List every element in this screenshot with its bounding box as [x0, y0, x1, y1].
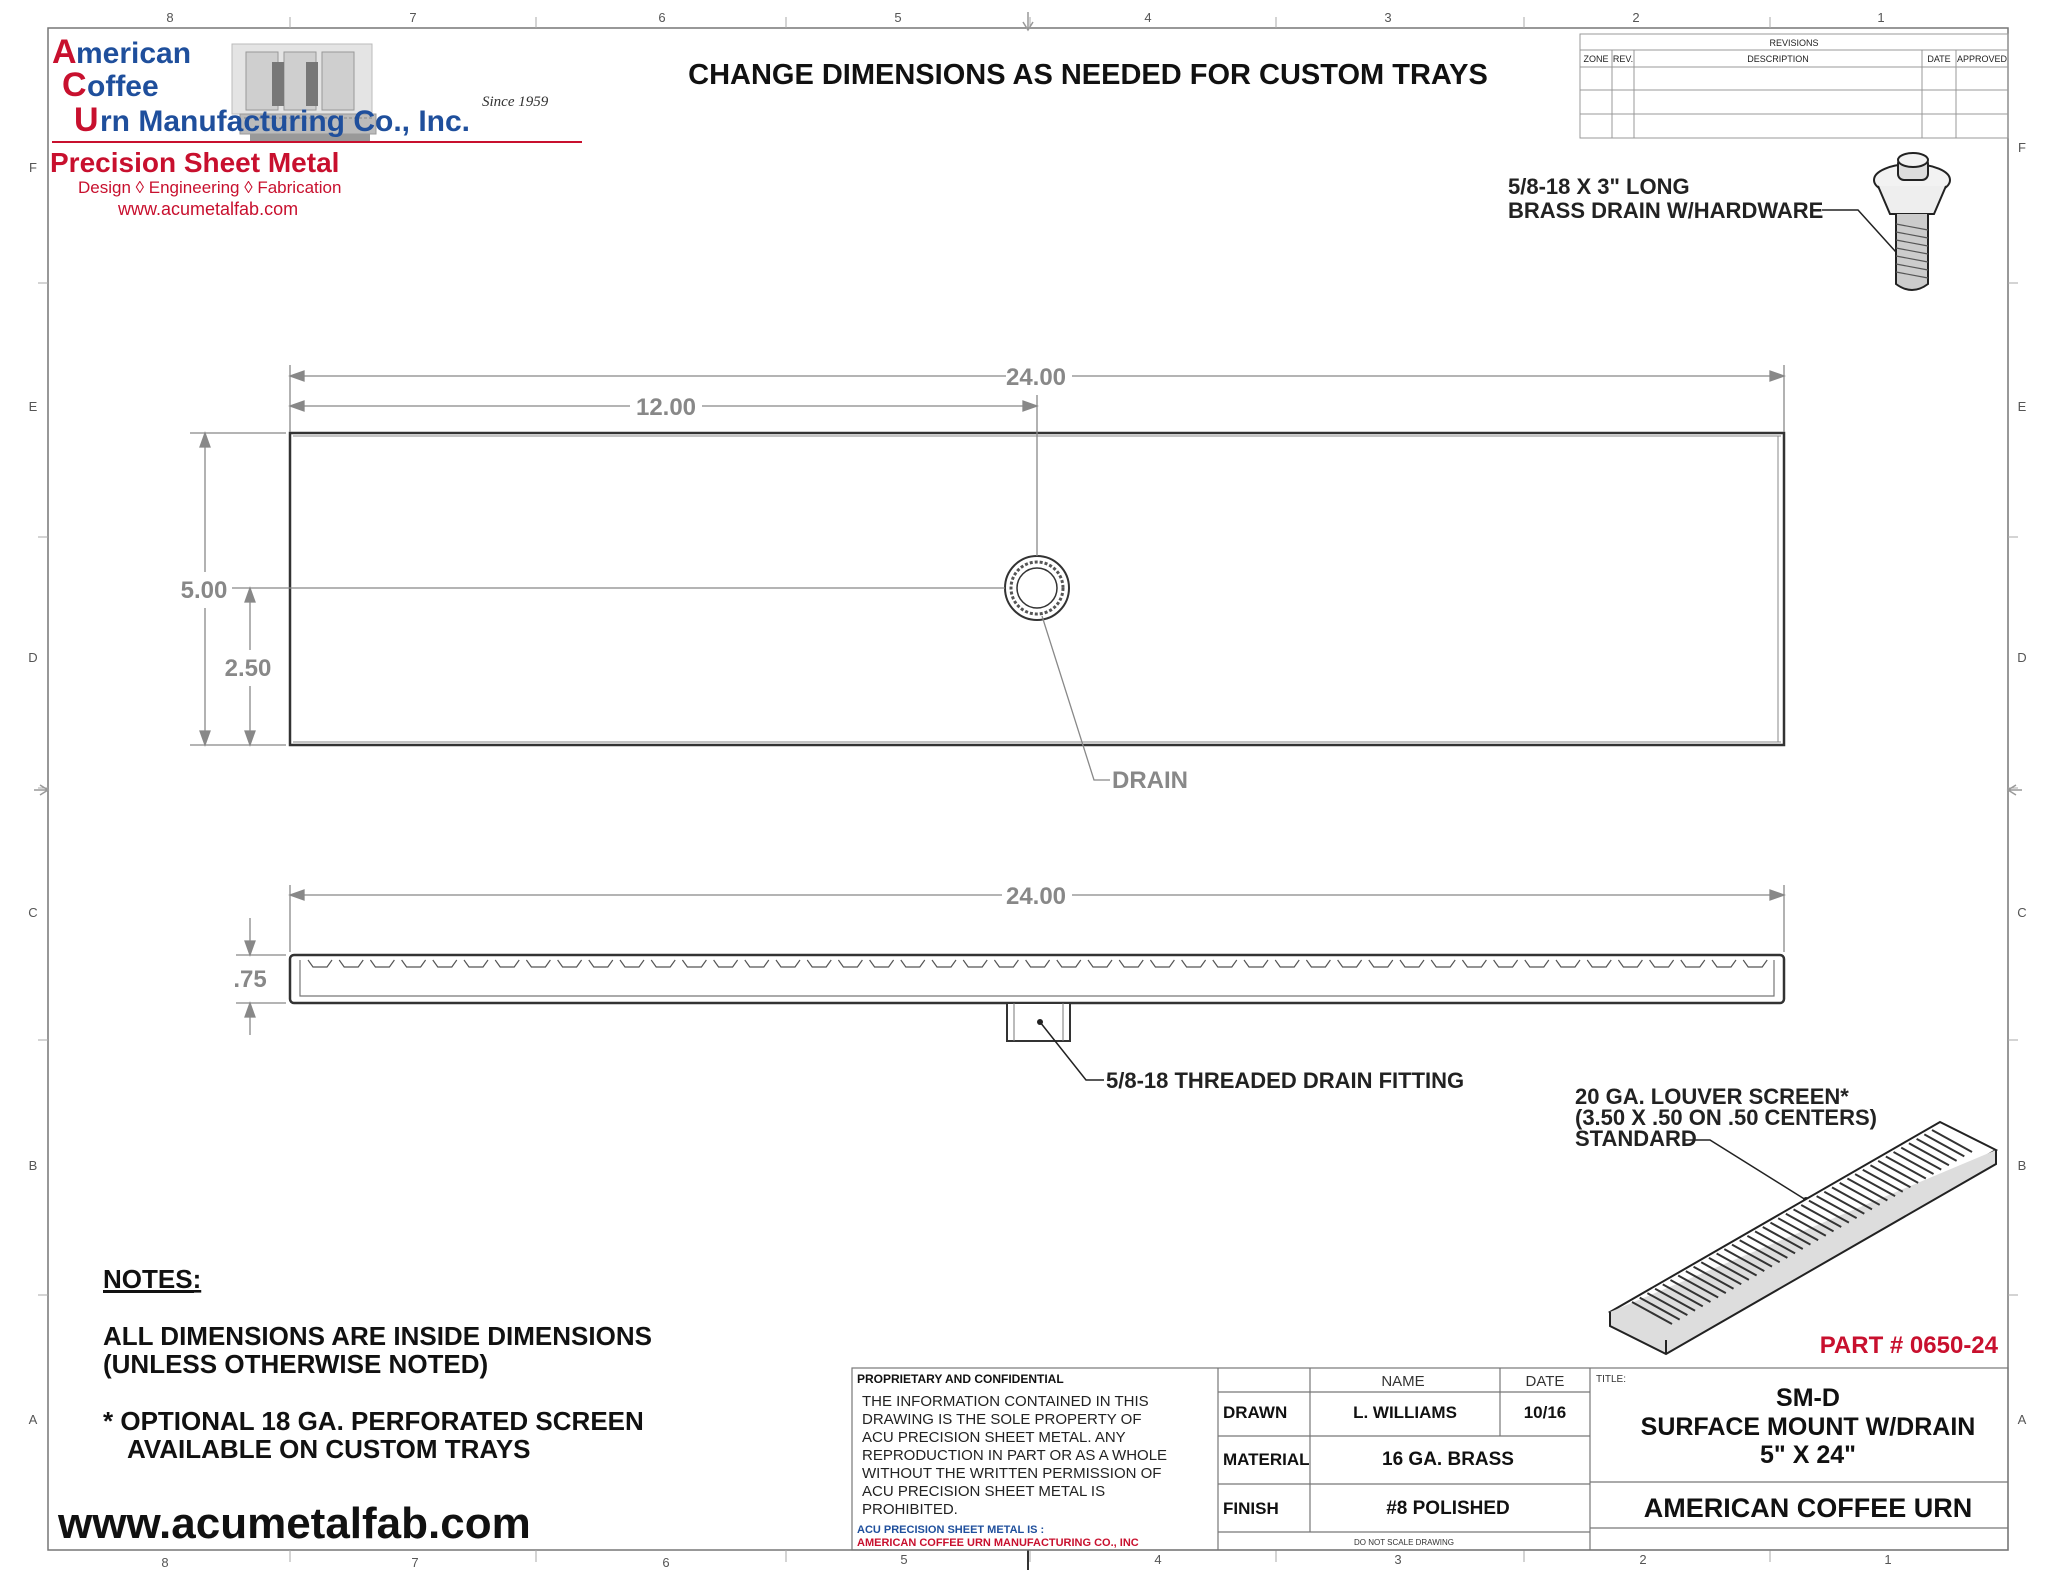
part-number: PART # 0650-24 [1819, 1332, 1998, 1359]
center-mark-right [2008, 785, 2022, 795]
louver-screen-iso [1610, 1122, 1996, 1354]
acu-company: AMERICAN COFFEE URN MANUFACTURING CO., INC [857, 1537, 1139, 1549]
note1-line1: ALL DIMENSIONS ARE INSIDE DIMENSIONS [103, 1321, 652, 1351]
title-line1: SM-D [1776, 1384, 1840, 1412]
svg-text:A: A [52, 33, 77, 71]
svg-text:REPRODUCTION IN PART OR AS A W: REPRODUCTION IN PART OR AS A WHOLE [862, 1447, 1168, 1464]
svg-text:merican: merican [76, 37, 192, 70]
zone-label-bottom-7: 7 [411, 1555, 419, 1570]
dim-drain-offset: 12.00 [635, 394, 697, 421]
louver-label-line3: STANDARD [1575, 1126, 1697, 1151]
svg-text:ACU PRECISION SHEET METAL. AN: ACU PRECISION SHEET METAL. ANY [862, 1429, 1126, 1446]
logo-services: Design ◊ Engineering ◊ Fabrication [78, 178, 342, 197]
revisions-title: REVISIONS [1769, 38, 1819, 48]
rev-col-description: DESCRIPTION [1747, 54, 1809, 64]
zone-label-left-C: C [28, 905, 38, 920]
finish-value: #8 POLISHED [1386, 1498, 1510, 1519]
zone-label-right-D: D [2017, 650, 2027, 665]
material-label: MATERIAL [1223, 1450, 1310, 1469]
do-not-scale: DO NOT SCALE DRAWING [1353, 1538, 1455, 1547]
zone-label-bottom-6: 6 [662, 1555, 670, 1570]
footer-url[interactable]: www.acumetalfab.com [58, 1499, 531, 1548]
zone-label-top-6: 6 [658, 10, 666, 25]
zone-label-right-B: B [2017, 1158, 2027, 1173]
zone-label-left-B: B [28, 1158, 38, 1173]
zone-label-left-D: D [28, 650, 38, 665]
zone-label-top-1: 1 [1877, 10, 1885, 25]
rev-col-date: DATE [1927, 54, 1951, 64]
legal-notice [862, 1393, 1167, 1518]
zone-label-top-3: 3 [1384, 10, 1392, 25]
zone-label-right-A: A [2017, 1412, 2027, 1427]
zone-label-top-5: 5 [894, 10, 902, 25]
company-logo [50, 33, 582, 219]
zone-label-top-8: 8 [166, 10, 174, 25]
zone-label-right-E: E [2017, 399, 2027, 414]
note1-line2: (UNLESS OTHERWISE NOTED) [103, 1349, 489, 1379]
dim-width: 5.00 [180, 577, 228, 604]
rev-col-zone: ZONE [1583, 54, 1609, 64]
title-company: AMERICAN COFFEE URN [1643, 1493, 1973, 1523]
zone-label-right-F: F [2018, 140, 2026, 155]
name-header: NAME [1381, 1373, 1425, 1390]
svg-text:C: C [62, 66, 87, 104]
zone-label-left-E: E [28, 399, 38, 414]
title-line3: 5" X 24" [1760, 1441, 1856, 1469]
svg-text:U: U [74, 101, 99, 139]
zone-label-bottom-1: 1 [1884, 1552, 1892, 1567]
svg-text:offee: offee [87, 70, 159, 103]
louver-profile [308, 960, 1767, 967]
logo-since: Since 1959 [482, 94, 549, 110]
date-header: DATE [1525, 1373, 1565, 1390]
logo-url: www.acumetalfab.com [118, 199, 299, 219]
louver-leader [1684, 1140, 1806, 1200]
title-label: TITLE: [1596, 1374, 1627, 1385]
svg-text:THE INFORMATION CONTAINED IN T: THE INFORMATION CONTAINED IN THIS [862, 1393, 1149, 1410]
zone-label-bottom-4: 4 [1154, 1552, 1162, 1567]
rev-col-rev: REV. [1612, 54, 1634, 64]
note2-line1: * OPTIONAL 18 GA. PERFORATED SCREEN [103, 1406, 644, 1436]
zone-label-bottom-5: 5 [900, 1552, 908, 1567]
zone-label-bottom-8: 8 [161, 1555, 169, 1570]
note2-line2: AVAILABLE ON CUSTOM TRAYS [127, 1434, 531, 1464]
zone-label-bottom-2: 2 [1639, 1552, 1647, 1567]
svg-text:WITHOUT THE WRITTEN PERMISSION: WITHOUT THE WRITTEN PERMISSION OF [862, 1465, 1162, 1482]
zone-label-bottom-3: 3 [1394, 1552, 1402, 1567]
proprietary-heading: PROPRIETARY AND CONFIDENTIAL [857, 1372, 1064, 1386]
svg-text:DRAWING IS THE SOLE PROPERTY O: DRAWING IS THE SOLE PROPERTY OF [862, 1411, 1142, 1428]
dim-side-length: 24.00 [1005, 883, 1067, 910]
zone-label-top-2: 2 [1632, 10, 1640, 25]
svg-text:rn Manufacturing Co., Inc.: rn Manufacturing Co., Inc. [100, 105, 471, 138]
dim-top-length: 24.00 [1005, 364, 1067, 391]
dim-depth: .75 [233, 966, 267, 993]
center-mark-left [34, 785, 48, 795]
svg-text:PROHIBITED.: PROHIBITED. [862, 1501, 958, 1518]
finish-label: FINISH [1223, 1499, 1279, 1518]
brass-drain-iso [1874, 153, 1950, 290]
louver-label-line1: 20 GA. LOUVER SCREEN* [1575, 1084, 1849, 1109]
sheet-heading: CHANGE DIMENSIONS AS NEEDED FOR CUSTOM TRAYS [688, 59, 1488, 91]
zone-label-left-A: A [28, 1412, 38, 1427]
zone-label-right-C: C [2017, 905, 2027, 920]
drawn-name: L. WILLIAMS [1353, 1403, 1457, 1422]
tray-side-view [290, 955, 1784, 1080]
louver-label-line2: (3.50 X .50 ON .50 CENTERS) [1575, 1105, 1877, 1130]
dim-half-width: 2.50 [224, 655, 272, 682]
revision-table [1580, 34, 2008, 138]
zone-label-top-4: 4 [1144, 10, 1152, 25]
svg-text:ACU PRECISION SHEET METAL IS: ACU PRECISION SHEET METAL IS [862, 1483, 1106, 1500]
drawn-label: DRAWN [1223, 1403, 1288, 1422]
material-value: 16 GA. BRASS [1382, 1449, 1514, 1470]
title-line2: SURFACE MOUNT W/DRAIN [1640, 1413, 1976, 1441]
fitting-label: 5/8-18 THREADED DRAIN FITTING [1106, 1068, 1465, 1093]
rev-col-approved: APPROVED [1956, 54, 2008, 64]
acu-line: ACU PRECISION SHEET METAL IS : [857, 1524, 1045, 1536]
drain-hardware-label-line1: 5/8-18 X 3" LONG [1508, 174, 1690, 199]
zone-label-left-F: F [29, 160, 37, 175]
drain-hardware-label-line2: BRASS DRAIN W/HARDWARE [1508, 198, 1824, 223]
top-view-dimensions [190, 365, 1784, 780]
drawn-date: 10/16 [1523, 1403, 1567, 1422]
drain-label: DRAIN [1112, 767, 1188, 794]
logo-brand: Precision Sheet Metal [50, 147, 340, 178]
notes-heading: NOTES: [103, 1264, 202, 1294]
zone-label-top-7: 7 [409, 10, 417, 25]
